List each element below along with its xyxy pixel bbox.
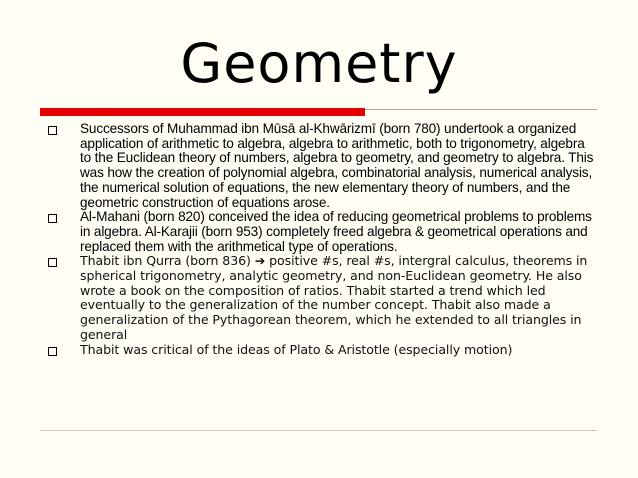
bullet-text-part: Thabit ibn Qurra (born 836) bbox=[80, 253, 255, 269]
hollow-square-bullet-icon bbox=[48, 347, 57, 356]
bullet-item-thabit-critical bbox=[46, 343, 598, 358]
bullet-text bbox=[80, 254, 598, 342]
bullet-item-thabit-ibn-qurra bbox=[46, 254, 598, 342]
bullet-text: Successors of Muhammad ibn Mūsā al-Khwārizmī (born 780) undertook a organized application of arithmetic to algebra, algebra to arithmetic, both to trigonometry, algebra to the Euclidean theory of numbers, algebra to geometry, and geometry to algebra. This was how the creation of polynomial algebra, combinatorial analysis, numerical analysis, the numerical solution of equations, the new elementary theory of numbers, and the geometric construction of equations arose. bbox=[80, 121, 594, 210]
bullet-list bbox=[46, 122, 598, 357]
bullet-item-successors bbox=[46, 122, 598, 210]
title-accent-bar bbox=[40, 108, 365, 116]
bullet-text: Al-Mahani (born 820) conceived the idea of reducing geometrical problems to problems in algebra. Al-Karajii (born 953) completely freed algebra & geometrical operations and replaced them with the arithmetical type of operations. bbox=[80, 209, 592, 254]
footer-divider-line bbox=[40, 430, 597, 431]
slide-title: Geometry bbox=[180, 32, 458, 95]
bullet-text: Thabit was critical of the ideas of Plato & Aristotle (especially motion) bbox=[80, 341, 513, 357]
bullet-text-part: positive #s, real #s, intergral calculus, theorems in spherical trigonometry, analytic geometry, and non-Euclidean geometry. He also wrote a book on the composition of ratios. Thabit started a trend which led eventually to the generalization of the number concept. Thabit also made a generalization of the Pythagorean theorem, which he extended to all triangles in general bbox=[80, 253, 588, 342]
hollow-square-bullet-icon bbox=[48, 126, 57, 135]
hollow-square-bullet-icon bbox=[48, 214, 57, 223]
right-arrow-icon: ➔ bbox=[254, 253, 266, 269]
bullet-item-al-mahani bbox=[46, 210, 598, 254]
hollow-square-bullet-icon bbox=[48, 258, 57, 267]
